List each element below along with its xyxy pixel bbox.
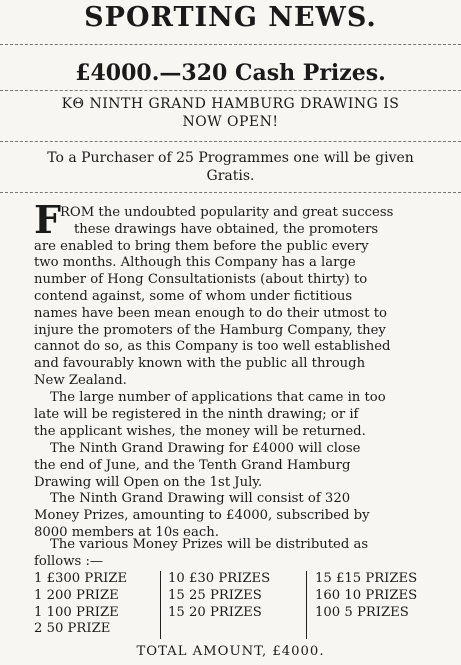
text-line: late will be registered in the ninth drawing; or if — [34, 406, 359, 422]
masthead: SPORTING NEWS. — [84, 2, 377, 33]
text-line: The large number of applications that came in too — [50, 390, 386, 405]
table-cell: 15 £15 PRIZES — [315, 571, 418, 586]
divider — [0, 141, 461, 142]
text-line: these drawings have obtained, the promoters — [74, 221, 379, 237]
text-line: Drawing will Open on the 1st July. — [34, 474, 263, 490]
total-amount: TOTAL AMOUNT, £4000. — [136, 644, 325, 659]
text-line: ROM the undoubted popularity and great success — [60, 205, 394, 220]
table-cell: 1 100 PRIZE — [34, 604, 119, 620]
table-cell: 1 200 PRIZE — [34, 587, 119, 603]
table-cell: 1 £300 PRIZE — [34, 571, 128, 586]
text-line: are enabled to bring them before the public every — [34, 238, 369, 254]
announcement-line-1: ΚΘ NINTH GRAND HAMBURG DRAWING IS — [61, 96, 400, 112]
text-line: two months. Although this Company has a large — [34, 255, 356, 271]
table-cell: 2 50 PRIZE — [34, 621, 111, 637]
column-divider — [306, 571, 307, 639]
table-cell: 10 £30 PRIZES — [168, 571, 271, 586]
paragraph-3 — [34, 441, 452, 491]
offer-line-2: Gratis. — [206, 168, 255, 184]
drop-cap: F — [34, 197, 61, 242]
headline: £4000.—320 Cash Prizes. — [75, 60, 386, 86]
offer-line-1: To a Purchaser of 25 Programmes one will be given — [47, 150, 414, 166]
table-cell: 15 25 PRIZES — [168, 587, 262, 603]
text-line: The Ninth Grand Drawing will consist of 320 — [50, 491, 351, 506]
divider — [0, 90, 461, 91]
text-line: the applicant wishes, the money will be returned. — [34, 423, 366, 439]
text-line: The Ninth Grand Drawing for £4000 will close — [50, 441, 361, 456]
table-row — [34, 605, 452, 622]
divider — [0, 192, 461, 193]
paragraph-2 — [34, 390, 452, 440]
paragraph-4 — [34, 491, 452, 541]
table-row — [34, 588, 452, 605]
text-line: The various Money Prizes will be distributed as — [50, 537, 369, 552]
prize-table — [34, 571, 452, 638]
table-cell: 15 20 PRIZES — [168, 604, 262, 620]
text-line: number of Hong Consultationists (about thirty) to — [34, 272, 368, 288]
table-cell: 160 10 PRIZES — [315, 587, 418, 603]
text-line: New Zealand. — [34, 372, 127, 388]
table-row — [34, 621, 452, 638]
text-line: cannot do so, as this Company is too well established — [34, 339, 391, 355]
text-line: the end of June, and the Tenth Grand Hamburg — [34, 457, 351, 473]
text-line: Money Prizes, amounting to £4000, subscribed by — [34, 507, 370, 523]
text-line: names have been mean enough to do their utmost to — [34, 305, 387, 321]
announcement-line-2: NOW OPEN! — [182, 114, 279, 130]
paragraph-1 — [34, 205, 452, 390]
text-line: contend against, some of whom under fictitious — [34, 288, 353, 304]
table-row — [34, 571, 452, 588]
text-line: 8000 members at 10s each. — [34, 524, 219, 540]
text-line: injure the promoters of the Hamburg Company, they — [34, 322, 386, 338]
text-line: and favourably known with the public all through — [34, 356, 366, 372]
column-divider — [160, 571, 161, 639]
text-line: follows :— — [34, 553, 104, 569]
table-cell: 100 5 PRIZES — [315, 604, 409, 620]
paragraph-5 — [34, 537, 452, 571]
divider — [0, 44, 461, 45]
